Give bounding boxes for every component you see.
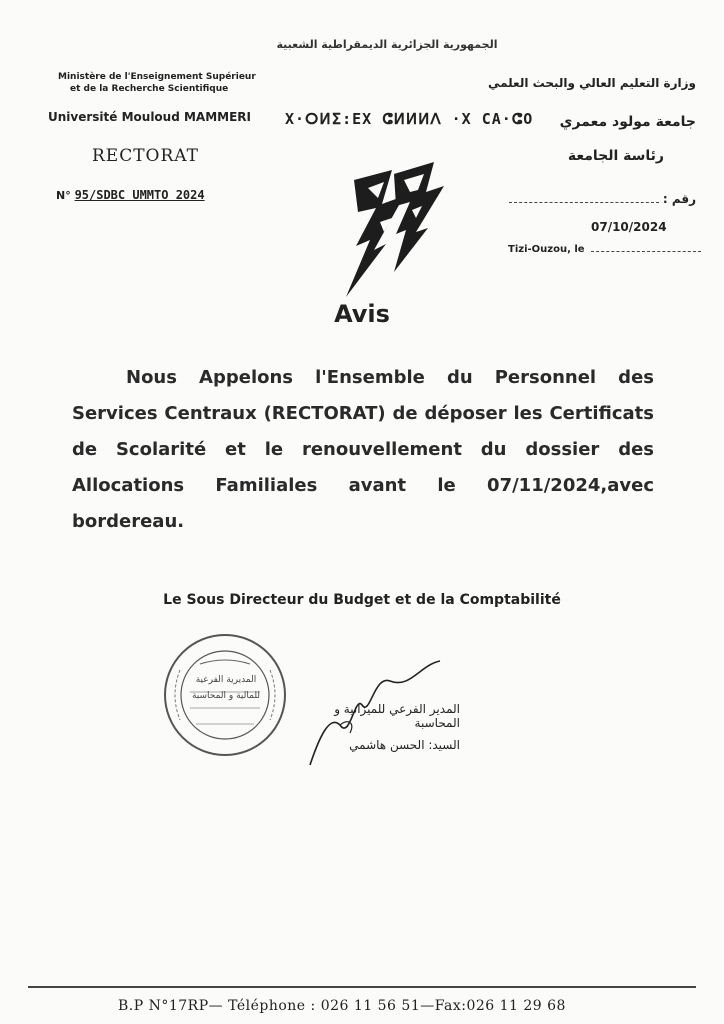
reference-label: N°: [56, 189, 71, 202]
ministry-ar: وزارة التعليم العالي والبحث العلمي: [487, 76, 696, 90]
university-logo-icon: [334, 152, 454, 302]
footer-divider: [28, 986, 696, 988]
rectorat-ar: رئاسة الجامعة: [567, 148, 664, 164]
ministry-fr-line2: et de la Recherche Scientifique: [70, 84, 229, 94]
signer-name-ar: السيد: الحسن هاشمي: [349, 738, 460, 752]
reference-ar: [496, 192, 696, 206]
republic-header-ar: الجمهورية الجزائرية الديمقراطية الشعبية: [276, 38, 498, 51]
ministry-fr-line1: Ministère de l'Enseignement Supérieur: [58, 72, 256, 82]
university-name-tifinagh: X·ⵔⵍⵉ:EX ⵛⵍⵍⵍⴷ ·X CA·ⵛO: [285, 110, 534, 128]
notice-body: Nous Appelons l'Ensemble du Personnel des Services Centraux (RECTORAT) de déposer les Certificats de Scolarité et le renouvellement du dossier des Allocations Familiales avant le 07/11/2024,avec bordereau.: [72, 367, 654, 532]
reference-value: 95/SDBC UMMTO 2024: [74, 188, 205, 202]
signer-title: Le Sous Directeur du Budget et de la Comptabilité: [163, 592, 561, 608]
notice-title: Avis: [334, 300, 390, 328]
document-date: 07/10/2024: [591, 220, 667, 234]
place-date-line: [508, 244, 701, 255]
signer-title-ar: المدير الفرعي للميزانية و المحاسبة: [334, 702, 460, 730]
reference-number: [56, 188, 205, 202]
footer-contact: B.P N°17RP— Téléphone : 026 11 56 51—Fax:026 11 29 68: [118, 998, 566, 1014]
stamp-text: المديرية الفرعية للمالية و المحاسبة: [191, 675, 261, 701]
rectorat-label: RECTORAT: [92, 146, 199, 166]
university-name-ar: جامعة مولود معمري: [559, 114, 696, 130]
university-name-fr: Université Mouloud MAMMERI: [48, 110, 251, 124]
reference-label-ar: رقم :: [662, 192, 696, 206]
place-label: Tizi-Ouzou, le: [508, 244, 585, 255]
